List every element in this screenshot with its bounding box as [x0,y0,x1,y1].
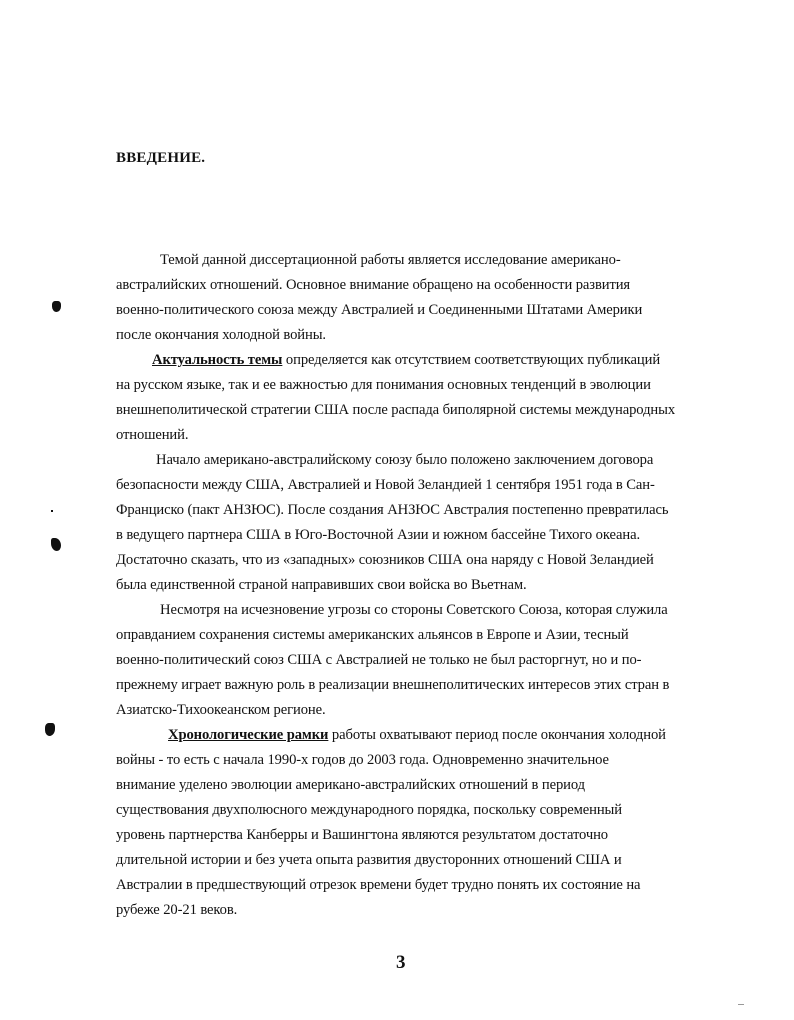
text-line [116,751,609,769]
text-line [116,576,527,594]
line-text: войны - то есть с начала 1990-х годов до 2003 года. Одновременно значительное [116,752,609,768]
text-line [116,676,669,694]
line-text: военно-политический союз США с Австралией не только не был расторгнут, но и по- [116,652,642,668]
line-text: длительной истории и без учета опыта развития двусторонних отношений США и [116,852,622,868]
text-line [116,501,668,519]
line-text: безопасности между США, Австралией и Новой Зеландией 1 сентября 1951 года в Сан- [116,477,655,493]
text-line [116,876,640,894]
text-line [116,476,655,494]
line-text: после окончания холодной войны. [116,327,326,343]
line-text: оправданием сохранения системы американских альянсов в Европе и Азии, тесный [116,627,629,643]
scan-blot-mark [52,301,61,312]
text-line [116,626,629,644]
keyword-term: Хронологические рамки [168,727,329,743]
line-text: Несмотря на исчезновение угрозы со стороны Советского Союза, которая служила [160,602,668,618]
line-text: Азиатско-Тихоокеанском регионе. [116,702,326,718]
line-text: Начало американо-австралийскому союзу было положено заключением договора [156,452,654,468]
text-line [116,651,641,669]
page-number: 3 [396,952,406,973]
line-text: австралийских отношений. Основное внимание обращено на особенности развития [116,277,631,293]
line-text: Франциско (пакт АНЗЮС). После создания АНЗЮС Австралия постепенно превратилась [116,502,669,518]
line-text: Темой данной диссертационной работы является исследование американо- [160,252,621,268]
text-line [116,701,326,719]
line-text: на русском языке, так и ее важностью для понимания основных тенденций в эволюции [116,377,651,393]
line-text: была единственной страной направивших свои войска во Вьетнам. [116,577,527,593]
text-line [116,551,654,569]
text-line [116,276,630,294]
text-line [116,326,326,344]
text-line [116,401,675,419]
line-text: внимание уделено эволюции американо-австралийских отношений в период [116,777,585,793]
text-line [116,526,640,544]
keyword-term: Актуальность темы [152,352,283,368]
line-text: уровень партнерства Канберры и Вашингтона являются результатом достаточно [116,827,609,843]
line-text: Достаточно сказать, что из «западных» союзников США она наряду с Новой Зеландией [116,552,654,568]
text-line [116,351,660,369]
line-text: прежнему играет важную роль в реализации внешнеполитических интересов этих стран в [116,677,670,693]
text-line [116,451,653,469]
text-line [116,426,188,444]
line-text: работы охватывают период после окончания холодной [328,727,666,743]
line-text: Австралии в предшествующий отрезок времени будет трудно понять их состояние на [116,877,641,893]
text-line [116,726,666,744]
section-heading: ВВЕДЕНИЕ. [116,150,206,166]
scan-blot-mark [45,723,55,736]
line-text: отношений. [116,427,189,443]
line-text: в ведущего партнера США в Юго-Восточной Азии и южном бассейне Тихого океана. [116,527,641,543]
text-line [116,376,651,394]
text-line [116,776,585,794]
line-text: рубеже 20-21 веков. [116,902,238,918]
text-line [116,801,622,819]
line-text: определяется как отсутствием соответствующих публикаций [282,352,661,368]
text-line [116,826,608,844]
text-line [116,901,237,919]
scan-blot-mark [51,538,61,551]
text-line [116,301,642,319]
scan-dash-mark [738,1004,744,1005]
line-text: существования двухполюсного международного порядка, поскольку современный [116,802,622,818]
line-text: военно-политического союза между Австралией и Соединенными Штатами Америки [116,302,643,318]
line-text: внешнеполитической стратегии США после распада биполярной системы международных [116,402,676,418]
text-line [116,251,621,269]
text-line [116,851,622,869]
scan-dot-mark [51,510,53,512]
text-line [116,601,668,619]
